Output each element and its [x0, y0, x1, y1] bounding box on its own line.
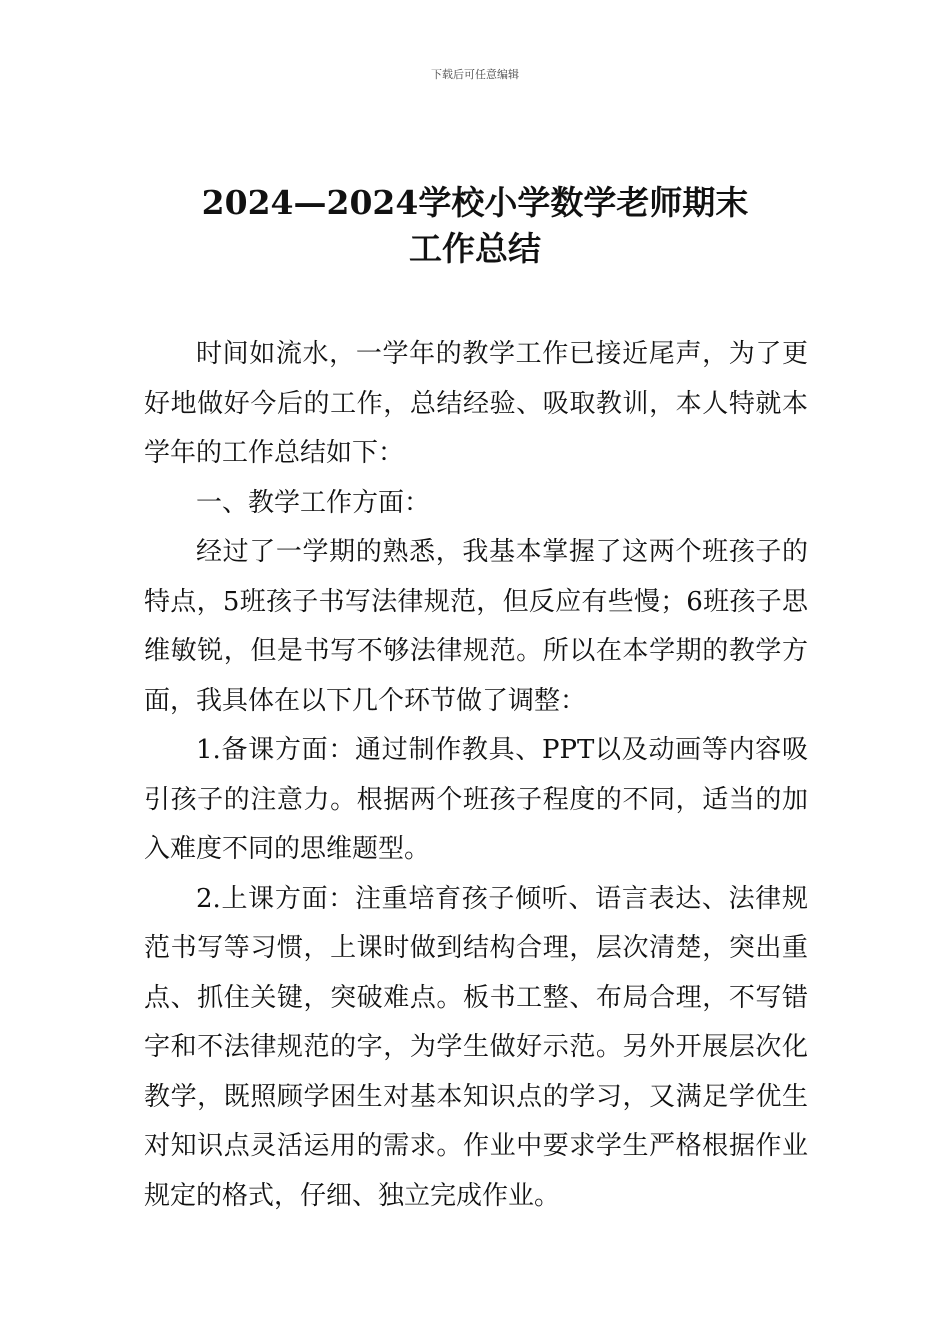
document-body — [144, 330, 808, 1221]
paragraph-lesson-preparation: 1.备课方面：通过制作教具、PPT以及动画等内容吸引孩子的注意力。根据两个班孩子程度的不同，适当的加入难度不同的思维题型。 — [144, 735, 808, 864]
document-title-line-2: 工作总结 — [409, 229, 541, 268]
document-title — [0, 180, 950, 272]
paragraph-classroom-teaching: 2.上课方面：注重培育孩子倾听、语言表达、法律规范书写等习惯，上课时做到结构合理，层次清楚，突出重点、抓住关键，突破难点。板书工整、布局合理，不写错字和不法律规范的字，为学生做好示范。另外开展层次化教学，既照顾学困生对基本知识点的学习，又满足学优生对知识点灵活运用的需求。作业中要求学生严格根据作业规定的格式，仔细、独立完成作业。 — [144, 883, 808, 1211]
document-title-line-1: 2024—2024学校小学数学老师期末 — [201, 183, 749, 222]
paragraph-intro: 时间如流水，一学年的教学工作已接近尾声，为了更好地做好今后的工作，总结经验、吸取教训，本人特就本学年的工作总结如下： — [144, 339, 808, 468]
paragraph-class-characteristics: 经过了一学期的熟悉，我基本掌握了这两个班孩子的特点，5班孩子书写法律规范，但反应有些慢；6班孩子思维敏锐，但是书写不够法律规范。所以在本学期的教学方面，我具体在以下几个环节做了调整： — [144, 537, 808, 716]
section-heading-teaching: 一、教学工作方面： — [196, 487, 431, 518]
header-note: 下载后可任意编辑 — [431, 68, 519, 81]
